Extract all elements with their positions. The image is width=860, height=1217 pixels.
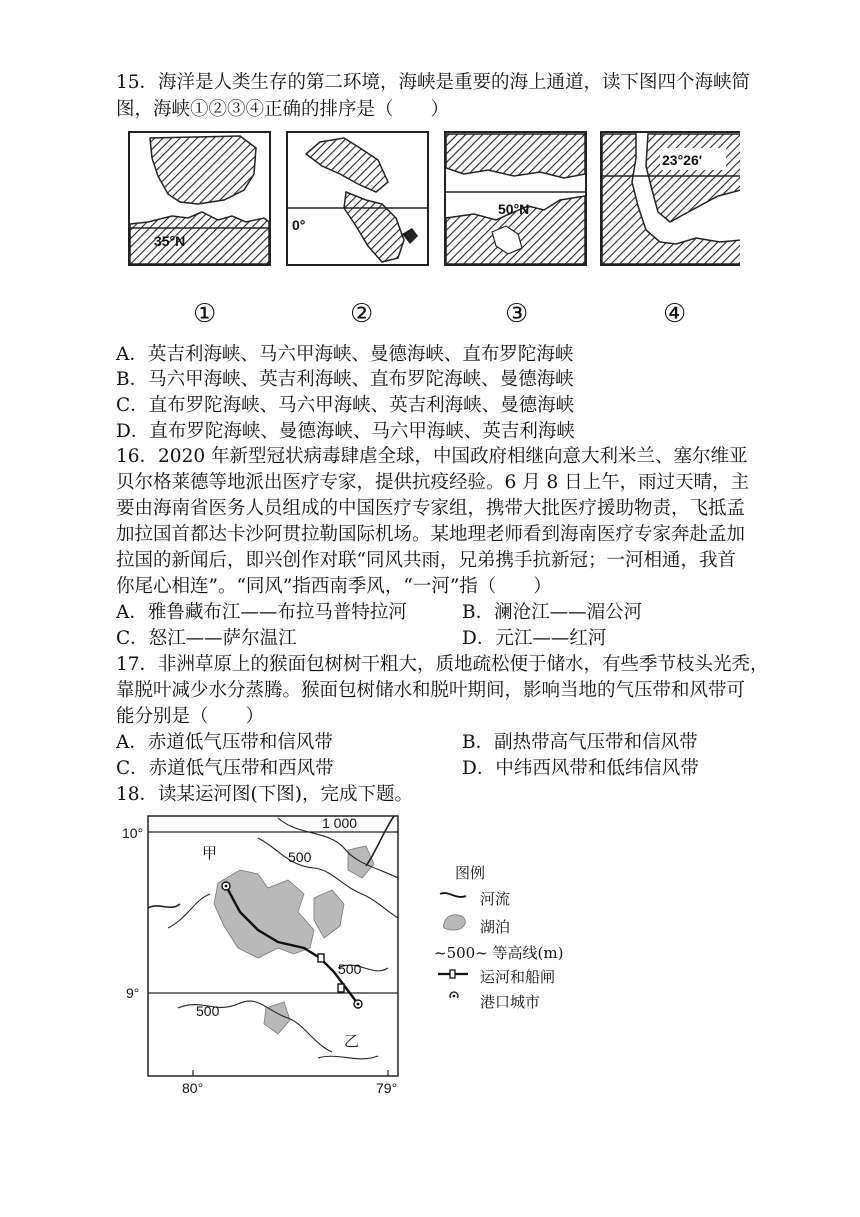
map-label-2: ② — [350, 299, 374, 329]
strait-maps-figure — [128, 130, 740, 270]
q16-line-2: 贝尔格莱德等地派出医疗专家，提供抗疫经验。6 月 8 日上午，雨过天晴，主 — [116, 472, 750, 493]
q15-option-c: C．直布罗陀海峡、马六甲海峡、英吉利海峡、曼德海峡 — [116, 395, 575, 416]
legend-river-label: 河流 — [480, 890, 511, 908]
map1-lat-label: 35°N — [154, 233, 186, 249]
contour-label-500-a: 500 — [288, 849, 312, 865]
q17-option-a: A．赤道低气压带和信风带 — [116, 732, 333, 753]
lon-label-left: 80° — [182, 1080, 204, 1096]
legend-lake-icon — [443, 915, 465, 930]
legend-contour-label: ~500~ 等高线(m) — [434, 944, 564, 962]
q15-option-b: B．马六甲海峡、英吉利海峡、直布罗陀海峡、曼德海峡 — [116, 369, 574, 390]
canal-map — [118, 808, 418, 1098]
q16-line-3: 要由海南省医务人员组成的中国医疗专家组，携带大批医疗援助物责，飞抵孟 — [116, 498, 746, 519]
strait-map-2 — [287, 132, 428, 265]
q16-option-b: B．澜沧江——湄公河 — [462, 602, 643, 623]
contour-label-500-b: 500 — [338, 961, 362, 977]
map3-lat-label: 50°N — [498, 201, 530, 217]
q17-option-c: C．赤道低气压带和西风带 — [116, 758, 334, 779]
contour-label-500-c: 500 — [196, 1003, 220, 1019]
q17-line-2: 靠脱叶减少水分蒸腾。猴面包树储水和脱叶期间，影响当地的气压带和风带可 — [116, 680, 746, 701]
q16-option-c: C．怒江——萨尔温江 — [116, 628, 297, 649]
legend-port-label: 港口城市 — [480, 993, 541, 1011]
q17-option-b: B．副热带高气压带和信风带 — [462, 732, 698, 753]
q15-stem-line2: 图，海峡①②③④正确的排序是（ ） — [116, 99, 450, 120]
legend-title: 图例 — [455, 864, 486, 882]
place-label-yi: 乙 — [344, 1033, 360, 1050]
map-label-1: ① — [193, 299, 217, 329]
contour-label-1000: 1 000 — [322, 815, 358, 831]
q16-option-d: D．元江——红河 — [462, 628, 607, 649]
map-label-3: ③ — [505, 299, 529, 329]
q16-line-4: 加拉国首都达卡沙阿贯拉勒国际机场。某地理老师看到海南医疗专家奔赴孟加 — [116, 524, 746, 545]
q17-line-1: 17．非洲草原上的猴面包树树干粗大，质地疏松便于储水，有些季节枝头光秃， — [116, 654, 769, 675]
legend-river-icon — [440, 893, 466, 897]
strait-map-1 — [129, 132, 270, 265]
q17-option-d: D．中纬西风带和低纬信风带 — [462, 758, 699, 779]
place-label-jia: 甲 — [202, 845, 218, 862]
q15-stem-line1: 15．海洋是人类生存的第二环境，海峡是重要的海上通道，读下图四个海峡简 — [116, 72, 751, 93]
lat-label-bottom: 9° — [126, 985, 140, 1001]
strait-map-4 — [601, 132, 740, 265]
q15-option-d: D．直布罗陀海峡、曼德海峡、马六甲海峡、英吉利海峡 — [116, 421, 575, 442]
q15-option-a: A．英吉利海峡、马六甲海峡、曼德海峡、直布罗陀海峡 — [116, 344, 574, 365]
map2-lat-label: 0° — [292, 217, 306, 233]
map4-lat-label: 23°26' — [662, 152, 703, 168]
q16-line-6: 你尾心相连”。“同风”指西南季风，“一河”指（ ） — [116, 576, 552, 597]
q16-line-5: 拉国的新闻后，即兴创作对联“同风共雨，兄弟携手抗新冠；一河相通，我首 — [116, 550, 736, 571]
legend-canal-label: 运河和船闸 — [480, 968, 556, 986]
q17-line-3: 能分别是（ ） — [116, 706, 265, 727]
q16-line-1: 16．2020 年新型冠状病毒肆虐全球，中国政府相继向意大利米兰、塞尔维亚 — [116, 446, 748, 467]
q16-option-a: A．雅鲁藏布江——布拉马普特拉河 — [116, 602, 407, 623]
strait-map-3 — [445, 132, 586, 265]
legend-lake-label: 湖泊 — [480, 918, 511, 936]
lon-label-right: 79° — [376, 1080, 398, 1096]
lat-label-top: 10° — [122, 825, 144, 841]
map-label-4: ④ — [663, 299, 687, 329]
q18-stem: 18．读某运河图(下图)，完成下题。 — [116, 784, 413, 805]
